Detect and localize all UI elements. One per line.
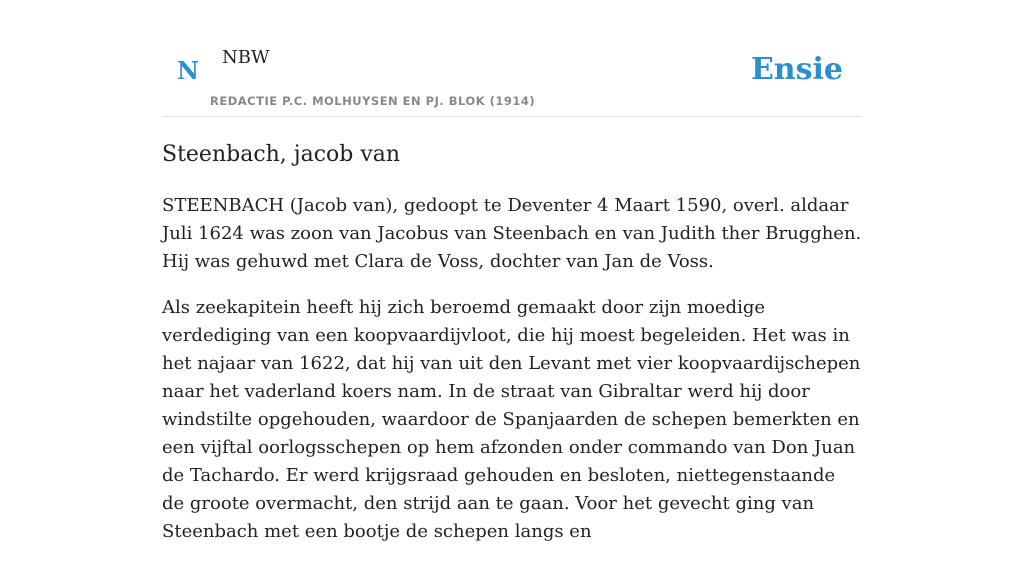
article-body — [162, 192, 862, 564]
source-subtitle: REDACTIE P.C. MOLHUYSEN EN PJ. BLOK (1914) — [210, 94, 536, 108]
source-name-link[interactable]: NBW — [222, 47, 270, 68]
article-paragraph: Als zeekapitein heeft hij zich beroemd gemaakt door zijn moedige verdediging van een koopvaardijvloot, die hij moest begeleiden. Het was in het najaar van 1622, dat hij van uit den Levant met vier koopvaardijschepen naar het vaderland koers nam. In de straat van Gibraltar werd hij door windstilte opgehouden, waardoor de Spanjaarden de schepen bemerkten en een vijftal oorlogsschepen op hem afzonden onder commando van Don Juan de Tachardo. Er werd krijgsraad gehouden en besloten, niettegenstaande de groote overmacht, den strijd aan te gaan. Voor het gevecht ging van Steenbach met een bootje de schepen langs en — [162, 297, 861, 542]
source-header — [162, 0, 862, 117]
article-title: Steenbach, jacob van — [162, 142, 401, 167]
article-paragraph: STEENBACH (Jacob van), gedoopt te Deventer 4 Maart 1590, overl. aldaar Juli 1624 was zoon van Jacobus van Steenbach en van Judith ther Brugghen. Hij was gehuwd met Clara de Voss, dochter van Jan de Voss. — [162, 195, 862, 272]
brand-logo[interactable]: Ensie — [750, 52, 843, 87]
source-logo[interactable]: N — [177, 56, 199, 85]
